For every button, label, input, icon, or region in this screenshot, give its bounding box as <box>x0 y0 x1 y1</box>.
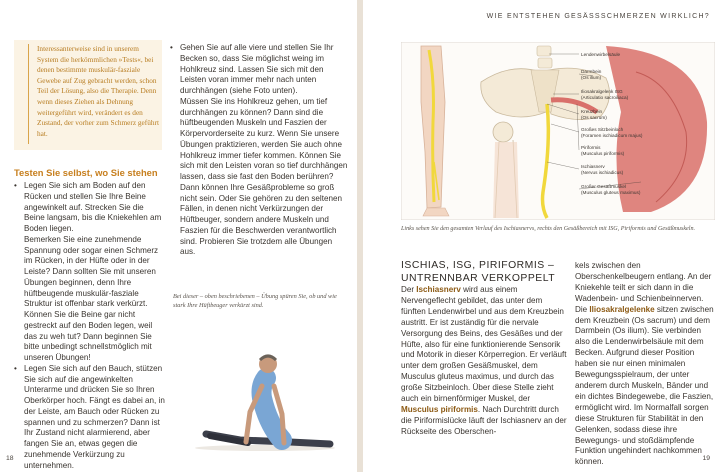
left-page <box>0 0 357 472</box>
label-gesaessmuskel: Großer Gesäßmuskel <box>581 184 627 189</box>
term-piriformis: Musculus piriformis <box>401 404 478 414</box>
label-kreuzbein: Kreuzbein <box>581 109 603 114</box>
diagram-caption: Links sehen Sie den gesamten Verlauf des Ischiasnervs, rechts den Gesäßbereich mit ISG, Piriformis und Gesäßmuskeln. <box>401 226 696 232</box>
label-gluteus: (Musculus gluteus maximus) <box>581 190 641 195</box>
list-item: Können Sie die Beine gar nicht gestreckt auf den Boden legen, weil das zu weh tut? Dann beginnen Sie bitte unbedingt schnellstmöglich mit unseren Übungen! <box>24 310 153 362</box>
label-nervus: (Nervus ischiadicus) <box>581 170 624 175</box>
label-os-sacrum: (Os sacrum) <box>581 115 607 120</box>
test-list-left <box>14 181 166 471</box>
label-sitzbeinloch: Großes Sitzbeinloch <box>581 127 624 132</box>
ischias-anatomy-illustration <box>401 42 715 220</box>
body-text: sitzen zwischen dem Kreuzbein (Os sacrum) und dem Darmbein (Os ilium). Sie verbinden also die Lendenwirbelsäule mit dem Becken. Aufgrund dieser Position haben sie nur einen minimalen Bewegungsspielraum, der unter anderem durch Muskeln, Bänder und ein dichtes Bindegewebe, die Faszien, ermöglicht wird. Im Normalfall sorgen diese Strukturen für Stabilität in den Gelenken, sodass diese ihre Bewegungs- und stoßdämpfende Funktion ungehindert nachkommen können. <box>575 304 714 467</box>
page-number: 18 <box>6 455 14 462</box>
label-os-ilium: (Os ilium) <box>581 75 602 80</box>
list-item: Bemerken Sie eine zunehmende Spannung oder sogar einen Schmerz im Rücken, in der Hüfte oder in der Leiste? Dann sollten Sie mit unseren Übungen beginnen, denn Ihre hüftbeugende muskulär-fasziale Struktur ist offenbar stark verkürzt. <box>24 234 159 309</box>
list-item: • Legen Sie sich am Boden auf den Rücken und stellen Sie Ihre Beine angewinkelt auf. Strecken Sie die Beine langsam, bis die Kniekehlen am Boden liegen. <box>14 181 166 235</box>
label-musculus-piriformis: (Musculus piriformis) <box>581 151 625 156</box>
heading-line-2: UNTRENNBAR VERKOPPELT <box>401 273 556 284</box>
section-heading-ischias <box>401 259 573 285</box>
body-text: Der <box>401 285 417 294</box>
label-darmbein: Darmbein <box>581 69 602 74</box>
label-piriformis: Piriformis <box>581 145 601 150</box>
list-item: • Gehen Sie auf alle viere und stellen Sie Ihr Becken so, dass Sie möglichst weing im Hohlkreuz sind. Lassen Sie sich mit den Leisten voran immer mehr nach unten durchhängen (siehe Foto unten). <box>170 43 348 97</box>
label-isg: Iliosakralgelenk ISG <box>581 89 623 94</box>
body-text-column-2 <box>575 261 717 468</box>
label-articulatio: (Articulatio sacroiliaca) <box>581 95 629 100</box>
body-text: . Nach Durchtritt durch die Piriformislücke läuft der Ischiasnerv an der Rückseite des Oberschen- <box>401 404 567 436</box>
body-text: wird aus einem Nervengeflecht gebildet, das unter dem fünften Lendenwirbel und aus dem Kreuzbein austritt. Er ist zuständig für die nervale Versorgung des Beins, des Gesäßes und der Hüfte, also für eine funktionierende Sensorik und Motorik in dieser Körperregion. Er verläuft unter dem großen Gesäßmuskel, dem Musculus gluteus maximus, und durch das große Sitzbeinloch. Über diese Stelle zieht auch ein birnenförmiger Muskel, der <box>401 285 567 404</box>
heading-line-1: ISCHIAS, ISG, PIRIFORMIS – <box>401 260 555 271</box>
label-foramen: (Foramen ischiadicum majus) <box>581 133 643 138</box>
term-ischiasnerv: Ischiasnerv <box>416 285 461 294</box>
info-box-rule <box>28 44 29 144</box>
right-page <box>363 0 720 472</box>
list-item: Müssen Sie ins Hohlkreuz gehen, um tief durchhängen zu können? Dann sind die hüftbeugenden Muskeln und Faszien der Körpervorderseite zu kurz. Wenn Sie unsere Übungen praktizieren, werden Sie auch ohne Hohlkreuz immer tiefer kommen. Können Sie sich mit den Leisten voran so tief durchhängen lassen, dass sie fast den Boden berühren? Dann können Ihre Gesäßprobleme so groß nicht sein. Oder Sie gehören zu den seltenen Fällen, in denen nicht Verkürzungen der Hüftbeuger, sondern andere Muskeln und Faszien für die Beschwerden verantwortlich sind. Probieren Sie trotzdem alle Übungen aus. <box>180 96 348 257</box>
list-item: • Legen Sie sich auf den Bauch, stützen Sie sich auf die angewinkelten Unterarme und drücken Sie so Ihren Oberkörper hoch. Fängt es dabei an, in der Leiste, am Bauch oder Rücken zu spannen und zu schmerzen? Dann ist Ihr Zustand nicht alarmierend, aber fangen Sie an, etwas gegen die zunehmende Verkürzung zu unternehmen. <box>14 364 166 472</box>
photo-caption: Bei dieser – oben beschriebenen – Übung spüren Sie, ob und wie stark Ihre Hüftbeuger verkürzt sind. <box>173 293 337 310</box>
running-head: WIE ENTSTEHEN GESÄSSSCHMERZEN WIRKLICH? <box>486 13 710 20</box>
section-heading-test: Testen Sie selbst, wo Sie stehen <box>14 167 158 178</box>
label-ischiasnerv: Ischiasnerv <box>581 164 605 169</box>
body-text-column-1 <box>401 285 569 438</box>
body-text: kels zwischen den Oberschenkelbeugern entlang. An der Kniekehle teilt er sich dann in die Wadenbein- und Schienbeinnerven. Die <box>575 261 712 314</box>
term-iliosakralgelenke: Iliosakralgelenke <box>589 304 655 314</box>
page-number: 19 <box>702 455 710 462</box>
info-box-text: Interessanterweise sind in unserem System die herkömmlichen »Tests«, bei denen bestimmte muskulär-fasziale Gewebe auf Zug gebracht werden, schon Teil der Lösung, also die Therapie. Denn wenn dieses Ziehen als Dehnung weitergeführt wird, verändert es den Zustand, der vorher zum Schmerz geführt hat. <box>37 44 159 138</box>
exercise-photo <box>170 316 350 456</box>
test-list-right <box>170 43 348 258</box>
label-lendenwirbelsaeule: Lendenwirbelsäule <box>581 52 621 57</box>
